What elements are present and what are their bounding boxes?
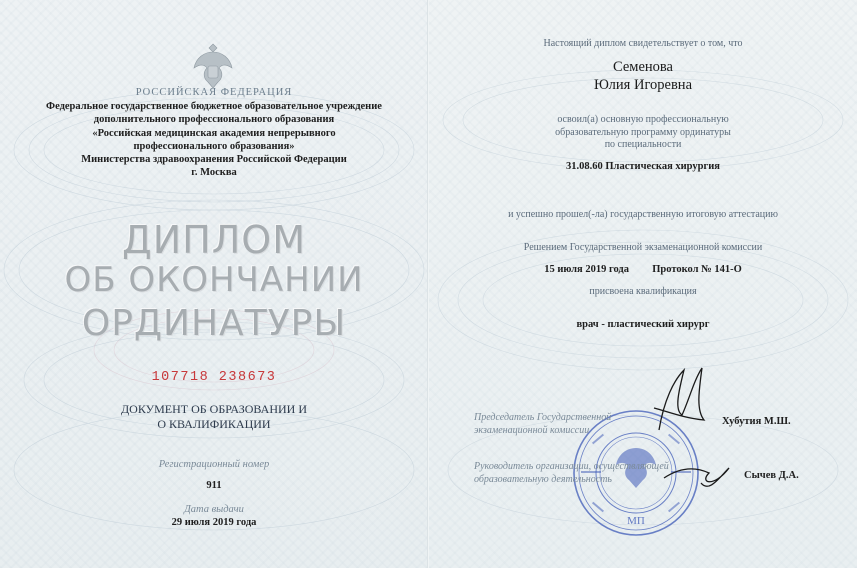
document-type: [0, 402, 428, 432]
qualification-label: присвоена квалификация: [589, 286, 697, 297]
head-signature-icon: [659, 448, 739, 498]
program-description: [429, 114, 857, 152]
diploma-title-line: ДИПЛОМ: [122, 218, 306, 262]
head-title-line: образовательную деятельность: [474, 473, 612, 485]
org-line: Министерства здравоохранения Российской Федерации: [81, 154, 347, 166]
program-line: по специальности: [604, 139, 682, 150]
protocol-number: Протокол № 141-О: [652, 264, 742, 275]
chair-title-line: экзаменационной комиссии: [474, 424, 590, 436]
registration-number: 911: [206, 480, 222, 491]
commission-decision: [429, 264, 857, 275]
seal-mark: МП: [627, 515, 645, 527]
head-title-line: Руководитель организации, осуществляющей: [474, 461, 669, 472]
org-line: Федеральное государственное бюджетное образовательное учреждение: [46, 101, 382, 112]
graduate-surname: Семенова: [613, 59, 673, 75]
program-line: освоил(а) основную профессиональную: [557, 114, 729, 125]
intro-text: Настоящий диплом свидетельствует о том, что: [543, 38, 743, 49]
serial-number: 107718 238673: [151, 370, 277, 385]
issuing-organization: [0, 100, 428, 180]
chair-name: Хубутия М.Ш.: [722, 416, 791, 427]
chair-signature-icon: [644, 360, 724, 440]
document-type-line: О КВАЛИФИКАЦИИ: [157, 417, 271, 431]
specialty: 31.08.60 Пластическая хирургия: [566, 161, 720, 172]
chair-title: [474, 412, 611, 437]
org-line: г. Москва: [191, 167, 237, 179]
attestation-text: и успешно прошел(-ла) государственную итоговую аттестацию: [508, 209, 778, 220]
diploma-title-line: ОРДИНАТУРЫ: [81, 303, 347, 344]
chair-title-line: Председатель Государственной: [474, 412, 612, 423]
commission-text: Решением Государственной экзаменационной комиссии: [523, 242, 763, 253]
document-type-line: ДОКУМЕНТ ОБ ОБРАЗОВАНИИ И: [121, 402, 307, 416]
registration-label: Регистрационный номер: [158, 459, 270, 470]
country-name: РОССИЙСКАЯ ФЕДЕРАЦИЯ: [135, 87, 293, 98]
head-title: [474, 461, 669, 486]
program-line: образовательную программу ординатуры: [555, 126, 731, 138]
org-line: «Российская медицинская академия непрерывного: [92, 127, 336, 139]
graduate-given-names: Юлия Игоревна: [593, 77, 693, 93]
coat-of-arms-icon: [190, 38, 236, 92]
qualification: врач - пластический хирург: [576, 319, 710, 330]
org-line: дополнительного профессионального образования: [93, 114, 335, 126]
head-name: Сычев Д.А.: [744, 470, 799, 481]
decision-date: 15 июля 2019 года: [544, 264, 629, 275]
org-line: профессионального образования»: [133, 140, 295, 152]
diploma-cover-page: [0, 0, 428, 568]
issue-date: 29 июля 2019 года: [171, 517, 257, 528]
diploma-title-line: ОБ ОКОНЧАНИИ: [64, 260, 364, 300]
diploma-content-page: [429, 0, 857, 568]
issue-date-label: Дата выдачи: [184, 504, 244, 515]
